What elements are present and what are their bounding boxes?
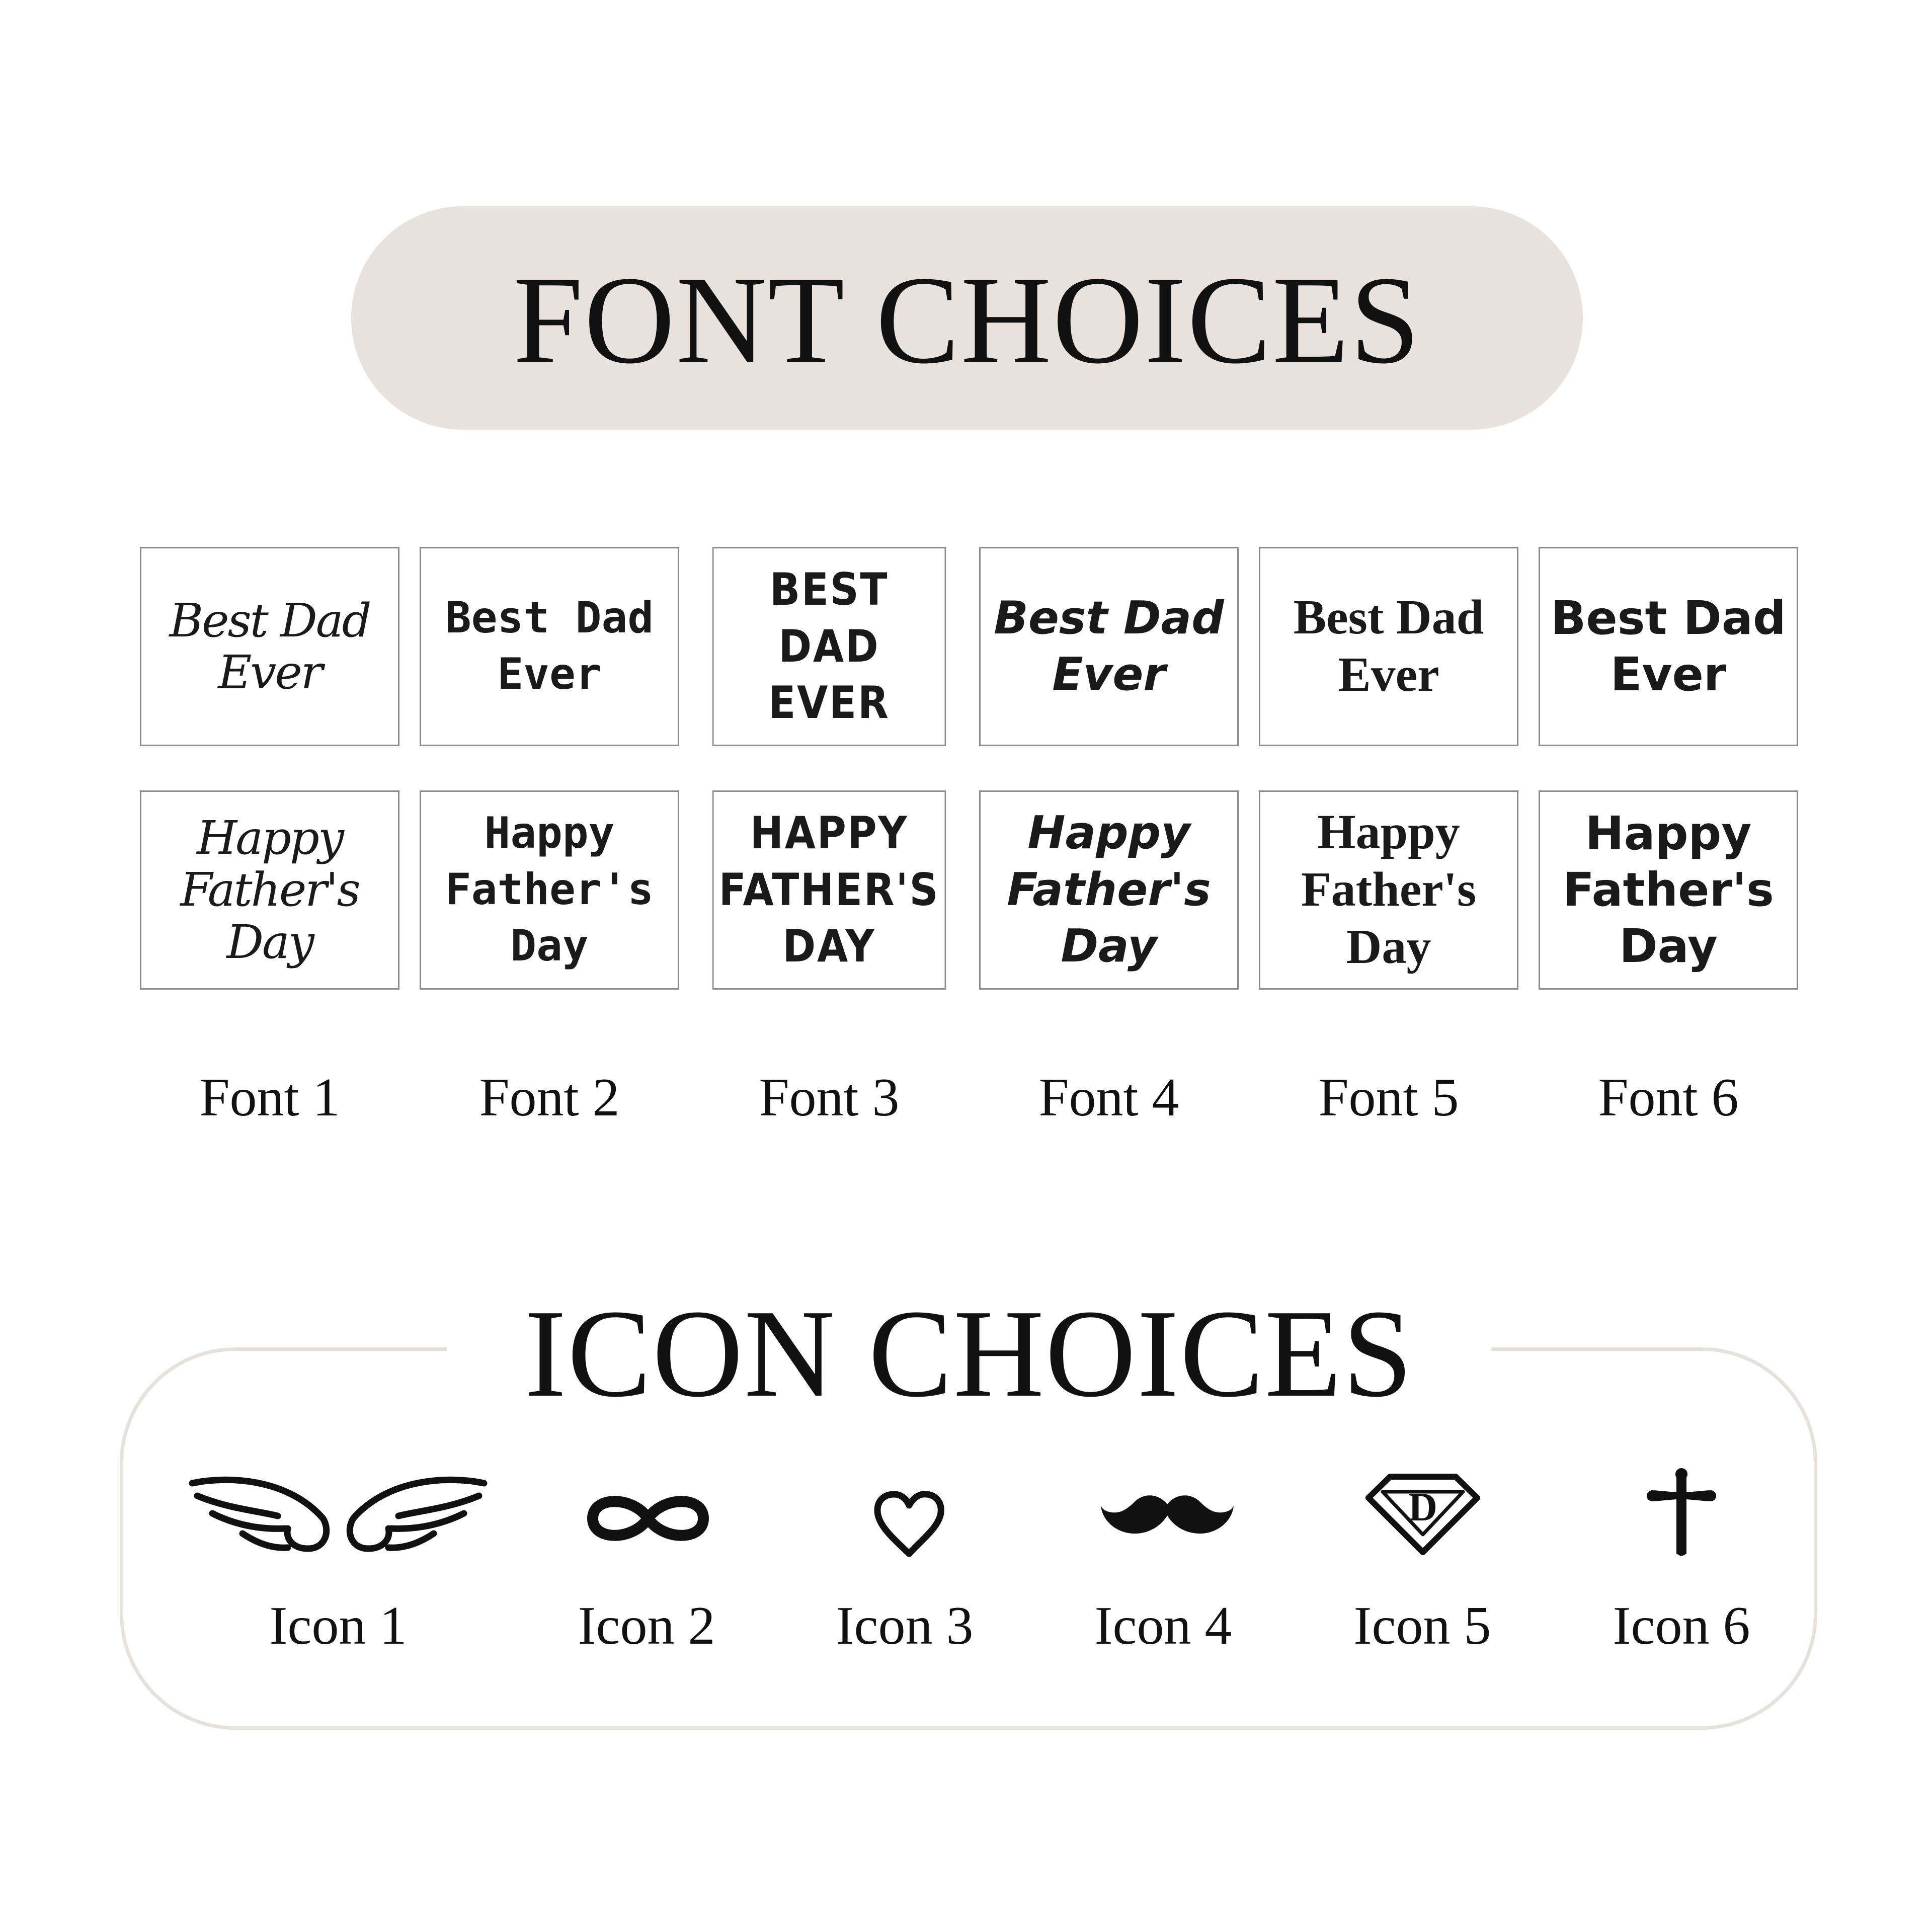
heart-icon[interactable]	[871, 1489, 947, 1560]
font-labels-row	[140, 1067, 1798, 1129]
font-6-label: Font 6	[1598, 1068, 1739, 1128]
font-3-sample-fathers-day[interactable]: HAPPY FATHER'S DAY	[712, 790, 946, 990]
font-choices-title: FONT CHOICES	[513, 251, 1421, 390]
icon-4-label: Icon 4	[1094, 1596, 1232, 1656]
font-3-sample-best-dad[interactable]: BEST DAD EVER	[712, 547, 946, 746]
font-samples-grid	[140, 547, 1798, 990]
font-5-sample-best-dad[interactable]: Best Dad Ever	[1259, 547, 1518, 746]
superhero-diamond-icon[interactable]	[1362, 1472, 1483, 1557]
cross-icon[interactable]	[1646, 1468, 1717, 1559]
icon-3-label: Icon 3	[836, 1596, 974, 1656]
font-6-sample-fathers-day[interactable]: Happy Father's Day	[1539, 790, 1798, 990]
font-1-label: Font 1	[199, 1068, 340, 1128]
icon-6-label: Icon 6	[1613, 1596, 1750, 1656]
font-4-sample-fathers-day[interactable]: Happy Father's Day	[979, 790, 1239, 990]
mustache-icon[interactable]	[1099, 1489, 1235, 1545]
font-2-sample-fathers-day[interactable]: Happy Father's Day	[420, 790, 679, 990]
icon-choices-heading	[447, 1284, 1491, 1423]
superhero-diamond-letter: D	[1408, 1485, 1437, 1530]
font-choices-banner	[351, 206, 1583, 430]
font-6-sample-best-dad[interactable]: Best Dad Ever	[1539, 547, 1798, 746]
font-2-label: Font 2	[479, 1068, 620, 1128]
icon-2-label: Icon 2	[578, 1596, 715, 1656]
font-4-label: Font 4	[1038, 1068, 1179, 1128]
font-1-sample-best-dad[interactable]: Best Dad Ever	[140, 547, 399, 746]
icon-1-label: Icon 1	[269, 1596, 407, 1656]
font-4-sample-best-dad[interactable]: Best Dad Ever	[979, 547, 1239, 746]
font-3-label: Font 3	[759, 1068, 900, 1128]
infinity-icon[interactable]	[583, 1488, 713, 1549]
icon-choices-title: ICON CHOICES	[524, 1284, 1414, 1423]
font-2-sample-best-dad[interactable]: Best Dad Ever	[420, 547, 679, 746]
icon-5-label: Icon 5	[1353, 1596, 1491, 1656]
font-1-sample-fathers-day[interactable]: Happy Father's Day	[140, 790, 399, 990]
font-5-sample-fathers-day[interactable]: Happy Father's Day	[1259, 790, 1518, 990]
angel-wings-icon[interactable]	[187, 1473, 489, 1559]
font-5-label: Font 5	[1318, 1068, 1459, 1128]
